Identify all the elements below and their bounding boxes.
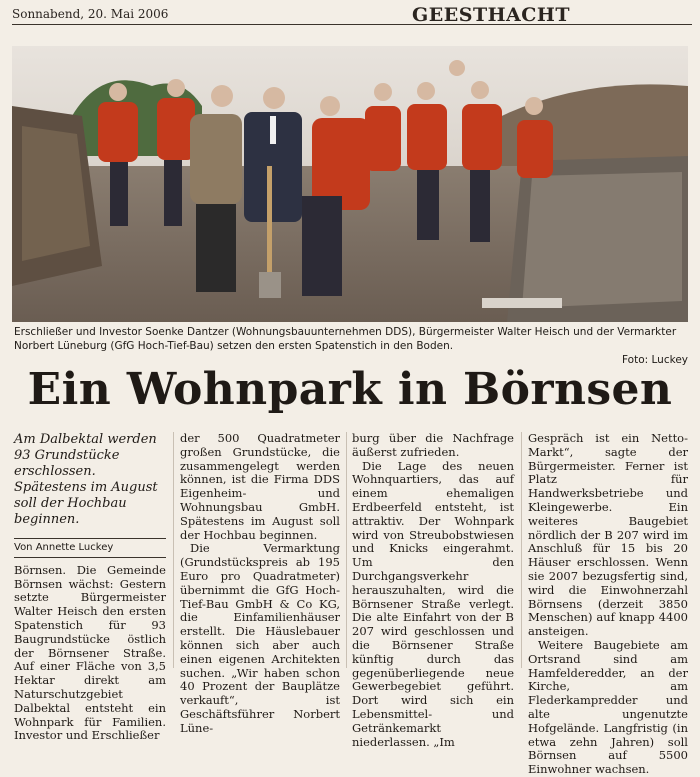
article-lead: Am Dalbektal werden 93 Grundstücke erschlossen. Spätestens im August soll der Hochbau beginnen. — [14, 432, 158, 527]
article-photo — [12, 46, 688, 322]
column-divider — [173, 432, 174, 668]
column-4-paragraph-1: Gespräch ist ein Netto-Markt“, sagte der Bürgermeister. Ferner ist Platz für Handwerksbetriebe und Kleingewerbe. Ein weiteres Baugebiet nördlich der B 207 wird im Anschluß für 15 bis 20 Häuser erschlossen. Wenn sie 2007 bezugsfertig sind, wird die Einwohnerzahl Börnsens (derzeit 3850 Menschen) auf knapp 4400 ansteigen. — [528, 431, 688, 639]
photo-credit: Foto: Luckey — [622, 354, 688, 366]
article-column-3 — [352, 432, 514, 749]
column-3-paragraph-2: Die Lage des neuen Wohnquartiers, das auf einem ehemaligen Erdbeerfeld entsteht, ist attraktiv. Der Wohnpark wird von Streubobstwiesen und Knicks eingerahmt. Um den Durchgangsverkehr herauszuhalten, wird die Börnsener Straße verlegt. Die alte Einfahrt von der B 207 wird geschlossen und die Börnsener Straße künftig durch das gegenüberliegende neue Gewerbegebiet geführt. Dort wird sich ein Lebensmittel- und Getränkemarkt niederlassen. „Im — [352, 458, 514, 749]
section-title: GEESTHACHT — [412, 4, 570, 26]
photo-illustration — [12, 46, 688, 322]
column-divider — [521, 432, 522, 668]
caption-text: Erschließer und Investor Soenke Dantzer (Wohnungsbauunternehmen DDS), Bürgermeister Walter Heisch und der Vermarkter Norbert Lüneburg (GfG Hoch-Tief-Bau) setzen den ersten Spatenstich in den Boden. — [14, 326, 677, 352]
article-column-2 — [180, 432, 340, 736]
column-2-paragraph-2: Die Vermarktung (Grundstückspreis ab 195 Euro pro Quadratmeter) übernimmt die GfG Hoch-Tief-Bau GmbH & Co KG, die Einfamilienhäuser erstellt. Die Häuslebauer können sich aber auch einen eigenen Architekten suchen. „Wir haben schon 40 Prozent der Bauplätze verkauft“, ist Geschäftsführer Norbert Lüne- — [180, 541, 340, 735]
page-header — [12, 4, 692, 24]
column-3-paragraph-1: burg über die Nachfrage äußerst zufrieden. — [352, 431, 514, 459]
header-rule — [12, 24, 692, 25]
article-byline: Von Annette Luckey — [14, 538, 166, 558]
article-column-4 — [528, 432, 688, 777]
column-2-paragraph-1: der 500 Quadratmeter großen Grundstücke, die zusammengelegt werden können, ist die Firma DDS Eigenheim- und Wohnungsbau GmbH. Spätestens im August soll der Hochbau beginnen. — [180, 431, 340, 542]
column-divider — [346, 432, 347, 668]
issue-date: Sonnabend, 20. Mai 2006 — [12, 7, 169, 21]
column-1-text: Börnsen. Die Gemeinde Börnsen wächst: Gestern setzte Bürgermeister Walter Heisch den ersten Spatenstich für 93 Baugrundstücke östlich der Börnsener Straße. Auf einer Fläche von 3,5 Hektar direkt am Naturschutzgebiet Dalbektal entsteht ein Wohnpark für Familien. Investor und Erschließer — [14, 562, 166, 743]
photo-caption — [14, 325, 688, 367]
article-column-1 — [14, 432, 166, 743]
article-headline: Ein Wohnpark in Börnsen — [27, 364, 673, 415]
column-4-paragraph-2: Weitere Baugebiete am Ortsrand sind am Hamfelderedder, an der Kirche, am Flederkampredder und alte ungenutzte Hofgelände. Langfristig (in etwa zehn Jahren) soll Börnsen auf 5500 Einwohner wachsen. — [528, 637, 688, 777]
